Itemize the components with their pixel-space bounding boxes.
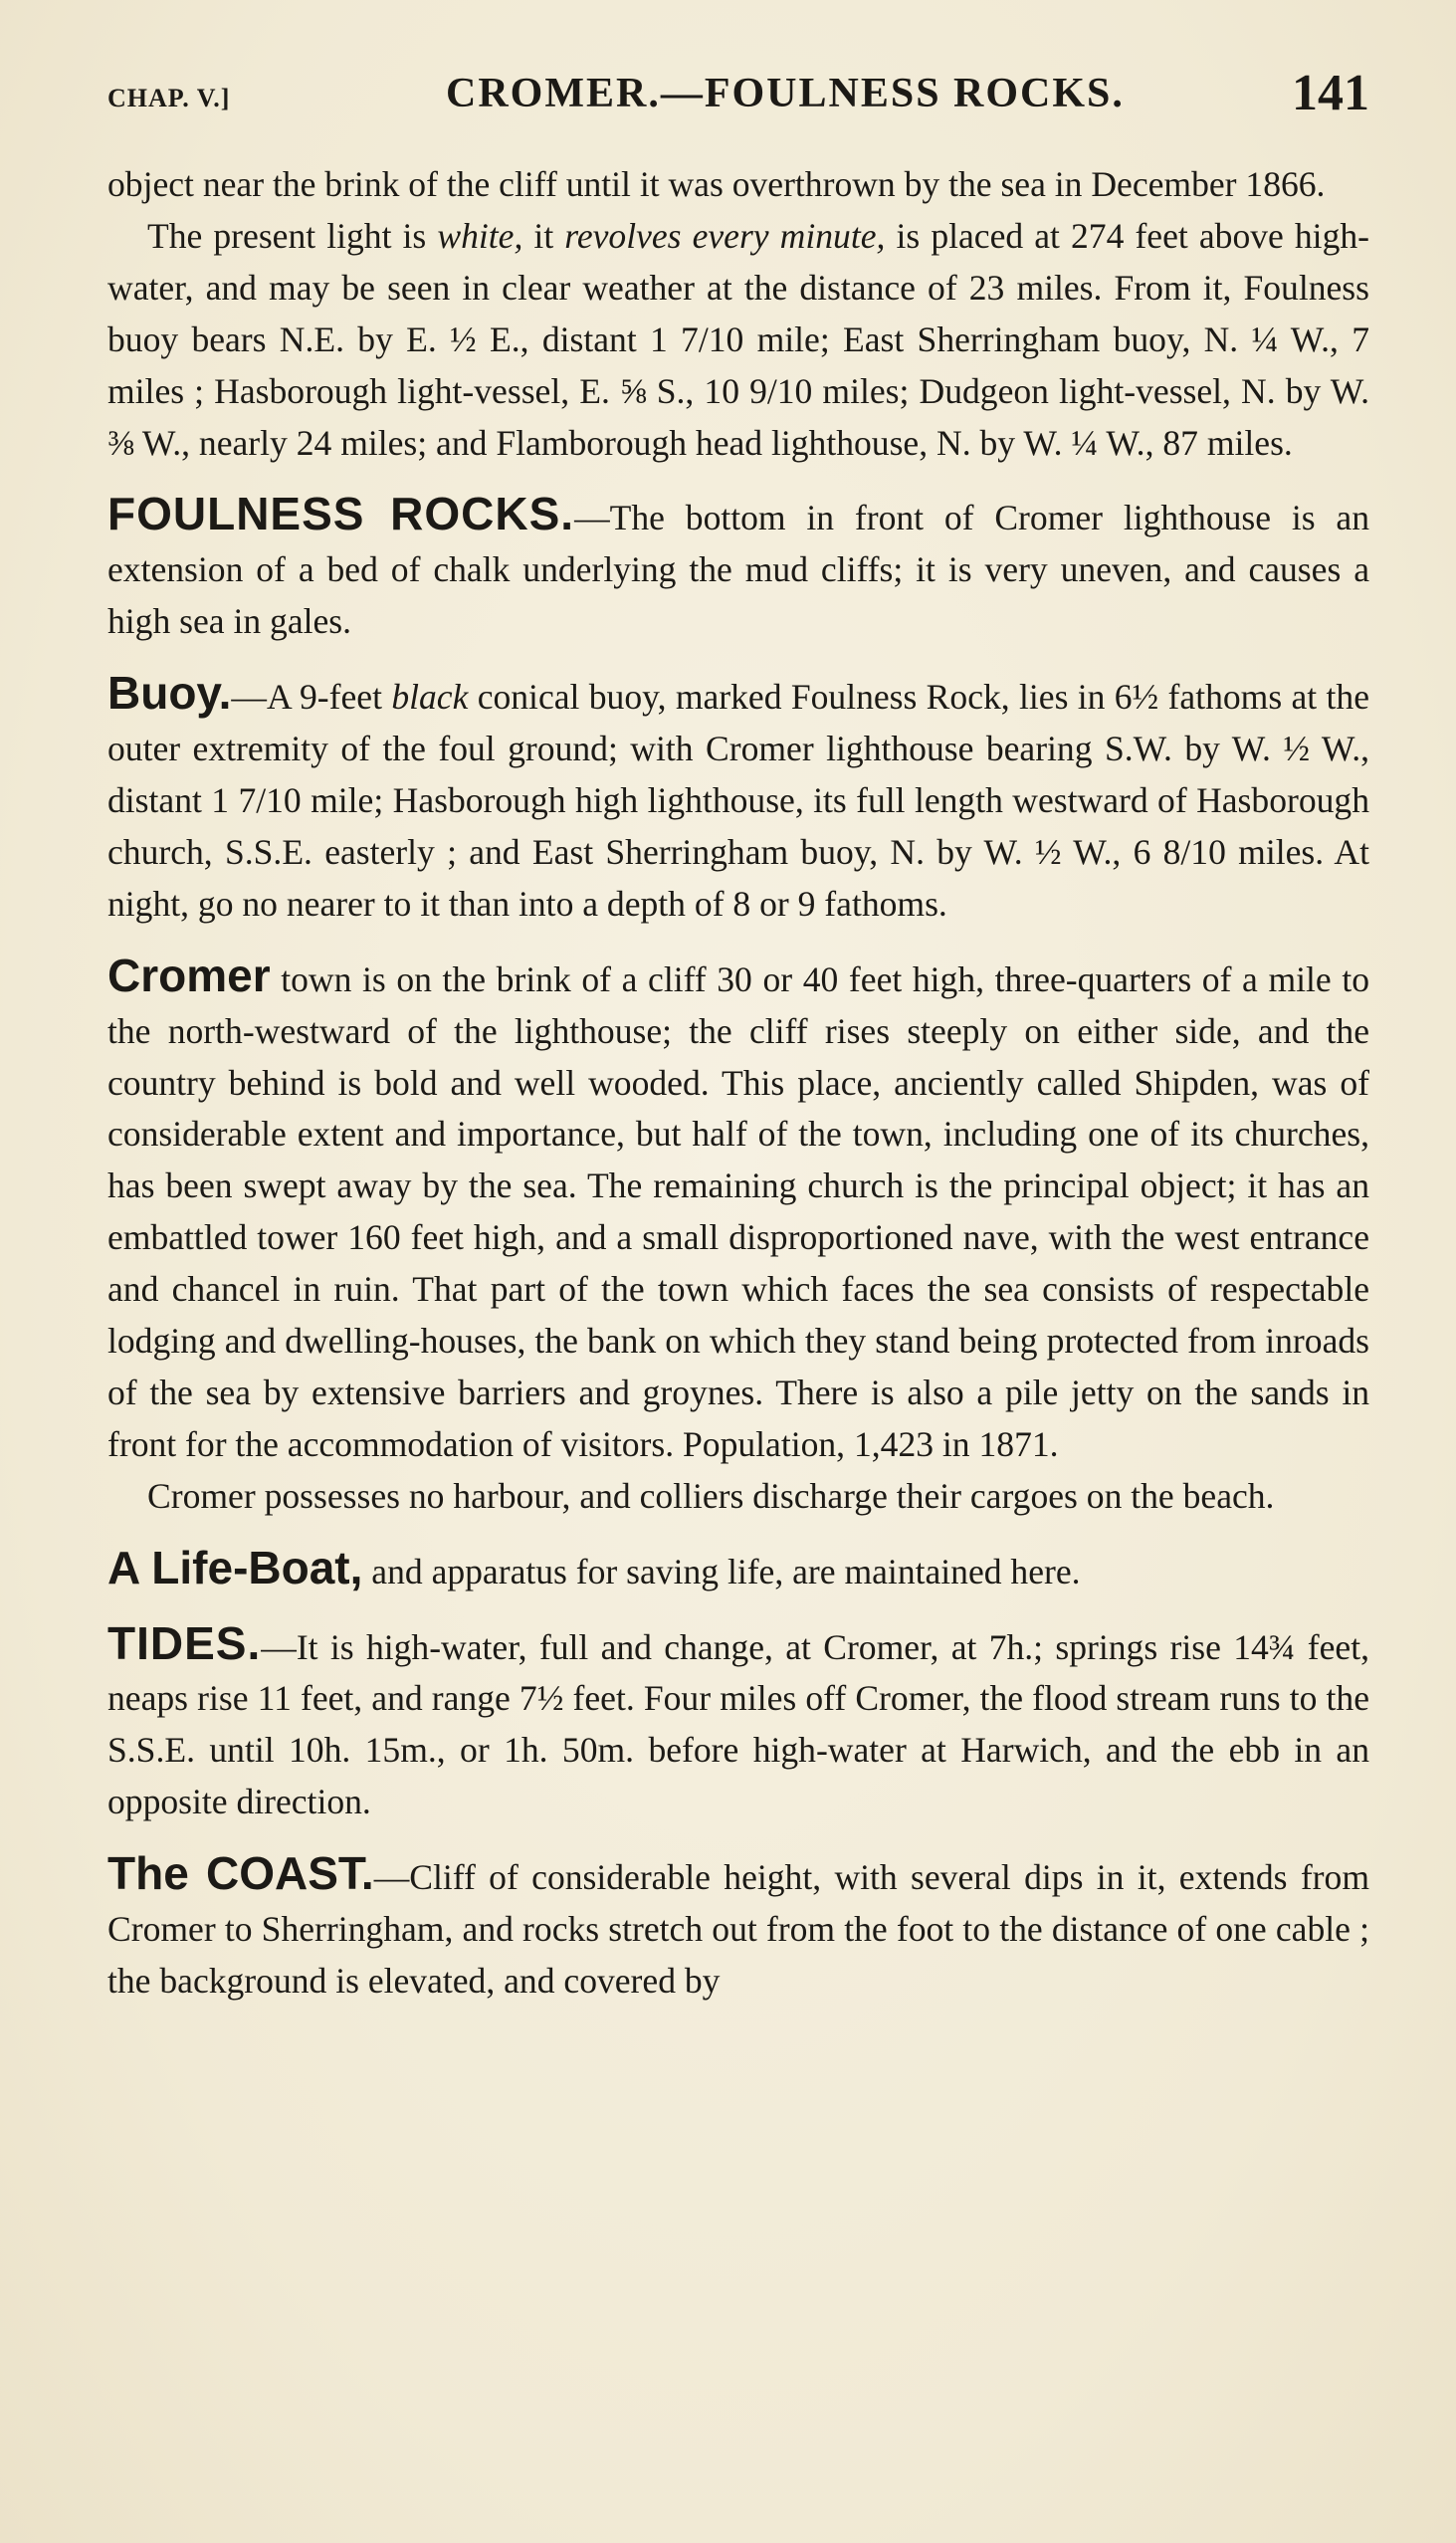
chapter-label: CHAP. V.] [107,84,231,112]
running-title: CROMER.—FOULNESS ROCKS. [446,71,1125,116]
section-heading-coast: The COAST. [107,1847,374,1900]
section-heading-tides: TIDES. [107,1616,262,1669]
section-heading-buoy: Buoy. [107,667,232,720]
section-heading-foulness-rocks: FOULNESS ROCKS. [107,488,575,540]
section-buoy: Buoy.—A 9-feet black conical buoy, marked Foulness Rock, lies in 6½ fathoms at the outer extremity of the foul ground; with Cromer lighthouse bearing S.W. by W. ½ W., distant 1 7/10 mile; Hasborough high lighthouse, its full length westward of Hasborough church, S.S.E. easterly ; and East Sherringham buoy, N. by W. ½ W., 6 8/10 miles. At night, go no nearer to it than into a depth of 8 or 9 fathoms. [107,667,1369,924]
page-number: 141 [1292,65,1369,121]
paragraph-harbour: Cromer possesses no harbour, and colliers discharge their cargoes on the beach. [147,1475,1275,1516]
section-heading-cromer: Cromer [107,949,271,1001]
paragraph-continuation: object near the brink of the cliff until it was overthrown by the sea in December 1866. [107,164,1326,204]
section-cromer: Cromer town is on the brink of a cliff 30 or 40 feet high, three-quarters of a mile to the north-westward of the lighthouse; the cliff rises steeply on either side, and the country behind is bold and well wooded. This place, anciently called Shipden, was of considerable extent and importance, but half of the town, including one of its churches, has been swept away by the sea. The remaining church is the principal object; it has an embattled tower 160 feet high, and a small disproportioned nave, with the west entrance and chancel in ruin. That part of the town which faces the sea consists of respectable lodging and dwelling-houses, the bank on which they stand being protected from inroads of the sea by extensive barriers and groynes. There is also a pile jetty on the sands in front for the accommodation of visitors. Population, 1,423 in 1871. [107,949,1369,1464]
section-tides: TIDES.—It is high-water, full and change, at Cromer, at 7h.; springs rise 14¾ feet, neaps rise 11 feet, and range 7½ feet. Four miles off Cromer, the flood stream runs to the S.S.E. until 10h. 15m., or 1h. 50m. before high-water at Harwich, and the ebb in an opposite direction. [107,1616,1369,1822]
section-heading-life-boat: A Life-Boat, [107,1541,363,1593]
section-foulness-rocks: FOULNESS ROCKS.—The bottom in front of Cromer lighthouse is an extension of a bed of chalk underlying the mud cliffs; it is very uneven, and causes a high sea in gales. [107,488,1369,642]
page-body [107,159,1369,2008]
section-coast: The COAST.—Cliff of considerable height, with several dips in it, extends from Cromer to Sherringham, and rocks stretch out from the foot to the distance of one cable ; the background is elevated, and covered by [107,1847,1369,2001]
paragraph-present-light: The present light is white, it revolves every minute, is placed at 274 feet above high-water, and may be seen in clear weather at the distance of 23 miles. From it, Foulness buoy bears N.E. by E. ½ E., distant 1 7/10 mile; East Sherringham buoy, N. ¼ W., 7 miles ; Hasborough light-vessel, E. ⅝ S., 10 9/10 miles; Dudgeon light-vessel, N. by W. ⅜ W., nearly 24 miles; and Flamborough head lighthouse, N. by W. ¼ W., 87 miles. [107,215,1369,463]
section-life-boat: A Life-Boat, and apparatus for saving life, are maintained here. [107,1541,1081,1593]
page-header [107,64,1369,133]
